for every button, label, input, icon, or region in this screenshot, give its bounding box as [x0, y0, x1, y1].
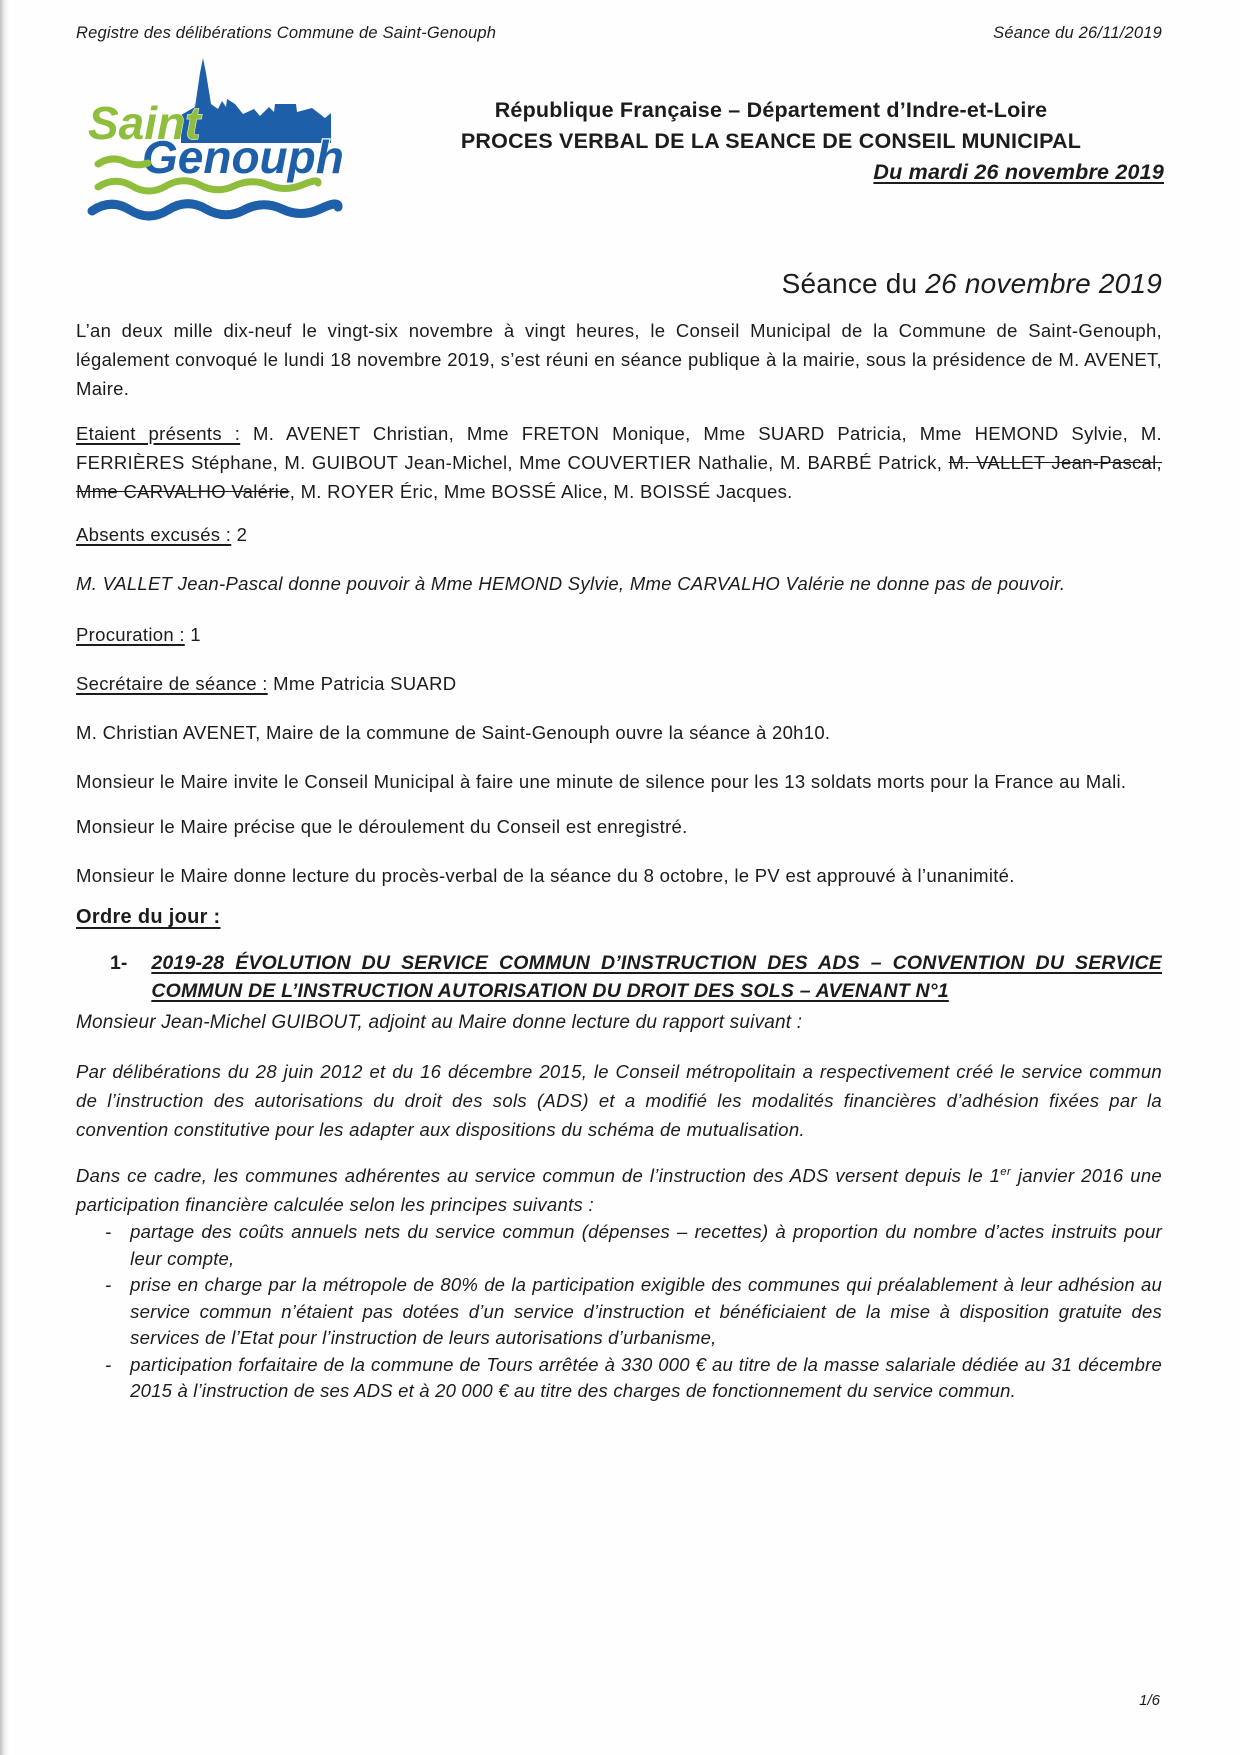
rapport-bullet-list [105, 1219, 1162, 1405]
attendees-paragraph [76, 419, 1162, 506]
agenda-item-number: 1- [110, 952, 128, 974]
session-heading-date: 26 novembre 2019 [925, 268, 1162, 299]
agenda-item-title: 2019-28 ÉVOLUTION DU SERVICE COMMUN D’INSTRUCTION DES ADS – CONVENTION DU SERVICE COMMUN DE L’INSTRUCTION AUTORISATION DU DROIT DES SOLS – AVENANT N°1 [151, 952, 1162, 1002]
rapport-paragraph-1: Par délibérations du 28 juin 2012 et du 16 décembre 2015, le Conseil métropolitain a respectivement créé le service commun de l’instruction des autorisations du droit des sols (ADS) et a modifié les modalités financières d’adhésion fixées par la convention constitutive pour les adapter aux dispositions du schéma de mutualisation. [76, 1061, 1162, 1140]
wave-icon-blue [92, 204, 338, 216]
ordre-du-jour-heading: Ordre du jour : [76, 906, 221, 928]
commune-logo [84, 51, 356, 227]
bullet-dash: - [105, 1353, 112, 1375]
attendees-label: Etaient présents : [76, 423, 241, 444]
secretaire-label: Secrétaire de séance : [76, 673, 268, 694]
logo-word-genouph: Genouph [142, 131, 344, 183]
bullet-text-1: partage des coûts annuels nets du service commun (dépenses – recettes) à proportion du nombre d’actes instruits pour leur compte, [130, 1221, 1162, 1269]
minute-silence-paragraph: Monsieur le Maire invite le Conseil Municipal à faire une minute de silence pour les 13 soldats morts pour la France au Mali. [76, 771, 1127, 792]
header-session-date: Séance du 26/11/2019 [993, 24, 1162, 42]
attendees-list-1: M. AVENET Christian, Mme FRETON Monique, Mme SUARD Patricia, Mme HEMOND Sylvie, M. FERRIÈRES Stéphane, M. GUIBOUT Jean-Michel, Mme COUVERTIER Nathalie, M. BARBÉ Patrick, [76, 423, 1162, 473]
pouvoir-paragraph: M. VALLET Jean-Pascal donne pouvoir à Mme HEMOND Sylvie, Mme CARVALHO Valérie ne donne pas de pouvoir. [76, 573, 1066, 594]
pv-approbation-paragraph: Monsieur le Maire donne lecture du procès-verbal de la séance du 8 octobre, le PV est approuvé à l’unanimité. [76, 865, 1015, 886]
list-item [105, 1272, 1162, 1352]
title-republique: République Française – Département d’Indre-et-Loire [494, 98, 1048, 122]
absents-label: Absents excusés : [76, 524, 232, 545]
attendees-list-2: , M. ROYER Éric, Mme BOSSÉ Alice, M. BOISSÉ Jacques. [289, 481, 793, 502]
scan-edge-artifact [0, 0, 9, 1755]
opening-paragraph: M. Christian AVENET, Maire de la commune de Saint-Genouph ouvre la séance à 20h10. [76, 722, 831, 743]
bullet-dash: - [105, 1221, 112, 1243]
title-proces-verbal: PROCES VERBAL DE LA SEANCE DE CONSEIL MUNICIPAL [460, 129, 1082, 153]
procuration-label: Procuration : [76, 624, 185, 645]
list-item [105, 1219, 1162, 1272]
enregistrement-paragraph: Monsieur le Maire précise que le déroulement du Conseil est enregistré. [76, 816, 688, 837]
rapport-intro-line: Monsieur Jean-Michel GUIBOUT, adjoint au Maire donne lecture du rapport suivant : [76, 1012, 803, 1033]
procuration-line [76, 620, 1162, 649]
bullet-dash: - [105, 1274, 112, 1296]
title-block [356, 51, 1164, 188]
brand-row [0, 43, 1240, 227]
attendee-struck-carvalho: Mme CARVALHO Valérie [76, 481, 290, 502]
title-date: Du mardi 26 novembre 2019 [873, 160, 1164, 184]
absents-line [76, 520, 1162, 549]
bullet-text-3: participation forfaitaire de la commune de Tours arrêtée à 330 000 € au titre de la masse salariale dédiée au 31 décembre 2015 à l’instruction de ses ADS et à 20 000 € au titre des charges de fonctionnement du service commun. [130, 1353, 1162, 1402]
register-title: Registre des délibérations Commune de Saint-Genouph [76, 24, 497, 42]
rapport-paragraph-2: Dans ce cadre, les communes adhérentes au service commun de l’instruction des ADS versent depuis le 1er janvier 2016 une participation financière calculée selon les principes suivants : [76, 1165, 1162, 1216]
bullet-text-2: prise en charge par la métropole de 80% de la participation exigible des communes qui préalablement à leur adhésion au service commun n’étaient pas dotées d’un service d’instruction et bénéficiaient de la mise à disposition gratuite des services de l’Etat pour l’instruction de leurs autorisations d’urbanisme, [130, 1274, 1162, 1349]
agenda-item-1 [110, 949, 1162, 1005]
list-item [105, 1352, 1162, 1405]
page-number: 1/6 [1139, 1692, 1160, 1709]
logo-word-saint: Saint [88, 97, 201, 149]
wave-icon-green-short [98, 159, 148, 165]
superscript-er: er [1000, 1166, 1012, 1178]
secretaire-name: Mme Patricia SUARD [267, 673, 457, 694]
attendee-struck-vallet: M. VALLET Jean-Pascal, [948, 452, 1162, 473]
secretaire-line [76, 669, 1162, 698]
procuration-count: 1 [184, 624, 201, 645]
intro-paragraph: L’an deux mille dix-neuf le vingt-six novembre à vingt heures, le Conseil Municipal de la Commune de Saint-Genouph, légalement convoqué le lundi 18 novembre 2019, s’est réuni en séance publique à la mairie, sous la présidence de M. AVENET, Maire. [76, 320, 1162, 399]
absents-count: 2 [231, 524, 248, 545]
document-header [0, 0, 1240, 43]
session-heading-prefix: Séance du [781, 268, 926, 299]
session-heading [76, 267, 1162, 300]
